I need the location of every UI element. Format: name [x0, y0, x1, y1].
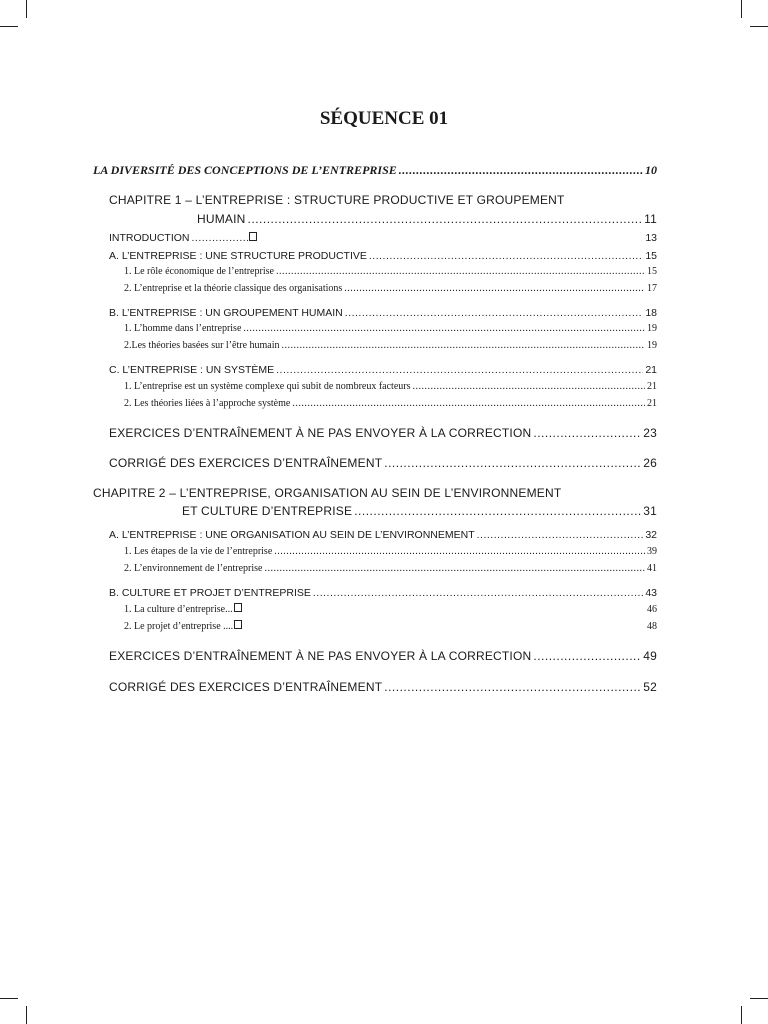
- toc-chapter-1-title-line1[interactable]: CHAPITRE 1 – L’ENTREPRISE : STRUCTURE PRODUCTIVE ET GROUPEMENT: [109, 193, 565, 207]
- toc-page-number: 32: [645, 529, 657, 541]
- dot-leader: [354, 504, 641, 518]
- crop-mark-top-right: [750, 26, 768, 27]
- toc-page-number: 48: [647, 621, 657, 632]
- toc-item-entry[interactable]: [124, 398, 657, 409]
- toc-page-number: 15: [645, 250, 657, 262]
- toc-page-number: 41: [647, 563, 657, 574]
- toc-page-number: 19: [647, 340, 657, 351]
- toc-label: 2.Les théories basées sur l’être humain: [124, 340, 280, 351]
- dot-leader: [274, 546, 645, 557]
- toc-label: 2. Les théories liées à l’approche système: [124, 398, 291, 409]
- toc-item-entry[interactable]: [124, 323, 657, 334]
- toc-label: A. L’ENTREPRISE : UNE ORGANISATION AU SEIN DE L’ENVIRONNEMENT: [109, 529, 475, 541]
- toc-chapter-2-entry[interactable]: [182, 504, 657, 518]
- toc-corrections-entry[interactable]: [109, 456, 657, 470]
- dot-leader: [248, 212, 643, 226]
- dot-leader: [369, 250, 643, 262]
- dot-leader: [243, 323, 645, 334]
- toc-label: LA DIVERSITÉ DES CONCEPTIONS DE L’ENTREPRISE: [93, 163, 397, 177]
- toc-item-entry[interactable]: [124, 381, 657, 392]
- crop-mark-top-left: [0, 26, 18, 27]
- dot-leader: [313, 587, 643, 599]
- toc-label: 2. Le projet d’entreprise ....: [124, 621, 234, 632]
- missing-glyph-icon: [234, 603, 242, 612]
- toc-item-entry[interactable]: [124, 620, 657, 632]
- toc-page-number: 31: [643, 504, 657, 518]
- missing-glyph-icon: [234, 620, 242, 629]
- toc-label: EXERCICES D’ENTRAÎNEMENT À NE PAS ENVOYER À LA CORRECTION: [109, 649, 532, 663]
- toc-page-number: 52: [643, 680, 657, 694]
- toc-page-number: 43: [645, 587, 657, 599]
- toc-page-number: 49: [643, 649, 657, 663]
- toc-page-number: 11: [644, 212, 657, 226]
- dot-leader: [292, 398, 645, 409]
- page-title: SÉQUENCE 01: [319, 108, 449, 129]
- toc-item-entry[interactable]: [124, 563, 657, 574]
- crop-mark-bottom-left: [26, 1006, 27, 1024]
- toc-exercises-entry[interactable]: [109, 649, 657, 663]
- toc-section-entry[interactable]: [109, 587, 657, 599]
- toc-page-number: 21: [645, 364, 657, 376]
- dot-leader: [533, 426, 641, 440]
- toc-part-entry[interactable]: [93, 163, 657, 178]
- toc-corrections-entry[interactable]: [109, 680, 657, 694]
- toc-chapter-1-entry[interactable]: [197, 212, 657, 226]
- toc-label: 1. Les étapes de la vie de l’entreprise: [124, 546, 273, 557]
- toc-page-number: 23: [643, 426, 657, 440]
- toc-label: CORRIGÉ DES EXERCICES D’ENTRAÎNEMENT: [109, 680, 383, 694]
- toc-page-number: 21: [647, 381, 657, 392]
- toc-exercises-entry[interactable]: [109, 426, 657, 440]
- toc-page-number: 13: [645, 232, 657, 244]
- dot-leader: [345, 307, 644, 319]
- toc-label: ET CULTURE D’ENTREPRISE: [182, 504, 353, 518]
- toc-chapter-2-title-line1[interactable]: CHAPITRE 2 – L’ENTREPRISE, ORGANISATION AU SEIN DE L’ENVIRONNEMENT: [93, 486, 562, 500]
- toc-label: EXERCICES D’ENTRAÎNEMENT À NE PAS ENVOYER À LA CORRECTION: [109, 426, 532, 440]
- toc-introduction-entry[interactable]: [109, 232, 657, 244]
- toc-label: 1. La culture d’entreprise...: [124, 604, 233, 615]
- toc-section-entry[interactable]: [109, 364, 657, 376]
- crop-mark-bottom-right: [750, 998, 768, 999]
- toc-label: 1. L’entreprise est un système complexe qui subit de nombreux facteurs: [124, 381, 411, 392]
- dot-leader: [344, 283, 645, 294]
- toc-label: A. L’ENTREPRISE : UNE STRUCTURE PRODUCTIVE: [109, 250, 367, 262]
- crop-mark-bottom-left: [0, 998, 18, 999]
- toc-page-number: 39: [647, 546, 657, 557]
- toc-page-number: 21: [647, 398, 657, 409]
- toc-label: C. L’ENTREPRISE : UN SYSTÈME: [109, 364, 275, 376]
- crop-mark-bottom-right: [741, 1006, 742, 1024]
- toc-item-entry[interactable]: [124, 603, 657, 615]
- toc-page-number: 15: [647, 266, 657, 277]
- toc-item-entry[interactable]: [124, 266, 657, 277]
- toc-label: 1. L’homme dans l’entreprise: [124, 323, 242, 334]
- toc-item-entry[interactable]: [124, 546, 657, 557]
- toc-item-entry[interactable]: [124, 340, 657, 351]
- toc-page-number: 18: [645, 307, 657, 319]
- crop-mark-top-right: [741, 0, 742, 18]
- toc-label: 2. L’entreprise et la théorie classique des organisations: [124, 283, 343, 294]
- toc-page-number: 19: [647, 323, 657, 334]
- toc-label: HUMAIN: [197, 212, 246, 226]
- toc-section-entry[interactable]: [109, 250, 657, 262]
- dot-leader: [276, 364, 643, 376]
- dot-leader: [399, 163, 643, 178]
- missing-glyph-icon: [249, 232, 257, 241]
- dot-leader: [282, 340, 645, 351]
- toc-page-number: 46: [647, 604, 657, 615]
- dot-leader: [384, 456, 641, 470]
- dot-leader: [413, 381, 646, 392]
- toc-item-entry[interactable]: [124, 283, 657, 294]
- dot-leader: [192, 232, 248, 244]
- toc-label: B. L’ENTREPRISE : UN GROUPEMENT HUMAIN: [109, 307, 343, 319]
- toc-page-number: 26: [643, 456, 657, 470]
- toc-page-number: 10: [645, 163, 657, 177]
- toc-label: 1. Le rôle économique de l’entreprise: [124, 266, 274, 277]
- dot-leader: [533, 649, 641, 663]
- dot-leader: [264, 563, 645, 574]
- toc-label: CORRIGÉ DES EXERCICES D’ENTRAÎNEMENT: [109, 456, 383, 470]
- toc-page-number: 17: [647, 283, 657, 294]
- dot-leader: [276, 266, 645, 277]
- crop-mark-top-left: [26, 0, 27, 18]
- toc-label: B. CULTURE ET PROJET D’ENTREPRISE: [109, 587, 311, 599]
- toc-label: 2. L’environnement de l’entreprise: [124, 563, 263, 574]
- dot-leader: [384, 680, 641, 694]
- toc-section-entry[interactable]: [109, 529, 657, 541]
- toc-section-entry[interactable]: [109, 307, 657, 319]
- toc-label: INTRODUCTION: [109, 232, 190, 244]
- dot-leader: [477, 529, 644, 541]
